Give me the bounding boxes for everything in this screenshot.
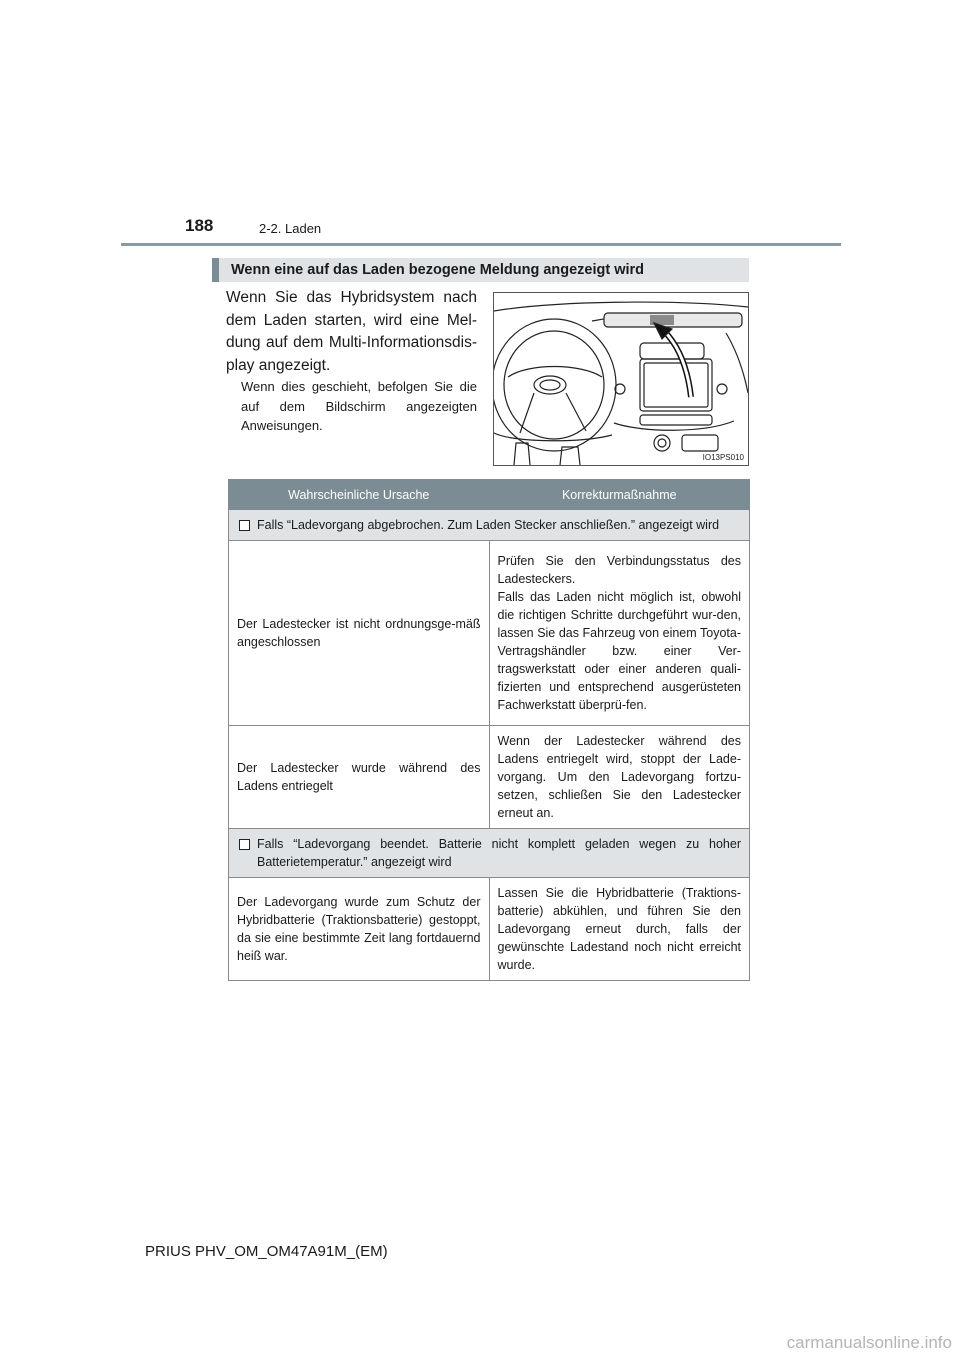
cause-cell: Der Ladestecker ist nicht ordnungsge-mäß angeschlossen <box>229 541 490 726</box>
cause-cell: Der Ladevorgang wurde zum Schutz der Hybridbatterie (Traktionsbatterie) gestoppt, da sie eine bestimmte Zeit lang fortdauernd heiß war. <box>229 878 490 981</box>
intro-subtext: Wenn dies geschieht, befolgen Sie die auf dem Bildschirm angezeigten Anweisungen. <box>241 379 477 433</box>
column-header-cause: Wahrscheinliche Ursache <box>229 480 490 510</box>
dashboard-figure <box>493 292 749 466</box>
column-header-action: Korrekturmaßnahme <box>489 480 750 510</box>
table-row <box>229 541 750 726</box>
table-row <box>229 878 750 981</box>
condition-cell <box>229 510 750 541</box>
intro-text: Wenn Sie das Hybridsystem nach dem Laden starten, wird eine Mel-dung auf dem Multi-Informationsdis-play angezeigt. <box>226 289 477 374</box>
checkbox-icon <box>239 839 250 850</box>
header-rule <box>121 243 841 246</box>
page-number: 188 <box>185 216 214 235</box>
table-row <box>229 726 750 829</box>
figure-code: IO13PS010 <box>702 453 744 462</box>
action-cell <box>489 541 750 726</box>
action-cell: Lassen Sie die Hybridbatterie (Traktions-batterie) abkühlen, und führen Sie den Ladevorgang erneut durch, falls der gewünschte Ladestand noch nicht erreicht wurde. <box>489 878 750 981</box>
condition-cell <box>229 829 750 878</box>
condition-text: Falls “Ladevorgang abgebrochen. Zum Laden Stecker anschließen.” angezeigt wird <box>257 518 720 532</box>
causes-table <box>228 479 750 981</box>
condition-row <box>229 829 750 878</box>
condition-text: Falls “Ladevorgang beendet. Batterie nicht komplett geladen wegen zu hoher Batterietemperatur.” angezeigt wird <box>257 837 741 869</box>
table-header-row <box>229 480 750 510</box>
action-text: Prüfen Sie den Verbindungsstatus des Ladesteckers. Falls das Laden nicht möglich ist, obwohl die richtigen Schritte durchgeführt wur-den, lassen Sie das Fahrzeug von einem Toyota-Vertragshändler bzw. einer Ver-tragswerkstatt oder einer anderen quali-fizierten und entsprechend ausgerüsteten Fachwerkstatt überprü-fen. <box>497 554 741 712</box>
action-cell: Wenn der Ladestecker während des Ladens entriegelt wird, stoppt der Lade-vorgang. Um den Ladevorgang fortzu-setzen, schließen Sie den Ladestecker erneut an. <box>489 726 750 829</box>
section-heading: Wenn eine auf das Laden bezogene Meldung angezeigt wird <box>212 258 749 282</box>
document-id: PRIUS PHV_OM_OM47A91M_(EM) <box>145 1243 388 1260</box>
dashboard-illustration-icon <box>494 293 748 465</box>
cause-cell: Der Ladestecker wurde während des Ladens entriegelt <box>229 726 490 829</box>
checkbox-icon <box>239 520 250 531</box>
watermark: carmanualsonline.info <box>786 1333 952 1352</box>
section-label: 2-2. Laden <box>259 221 322 236</box>
condition-row <box>229 510 750 541</box>
